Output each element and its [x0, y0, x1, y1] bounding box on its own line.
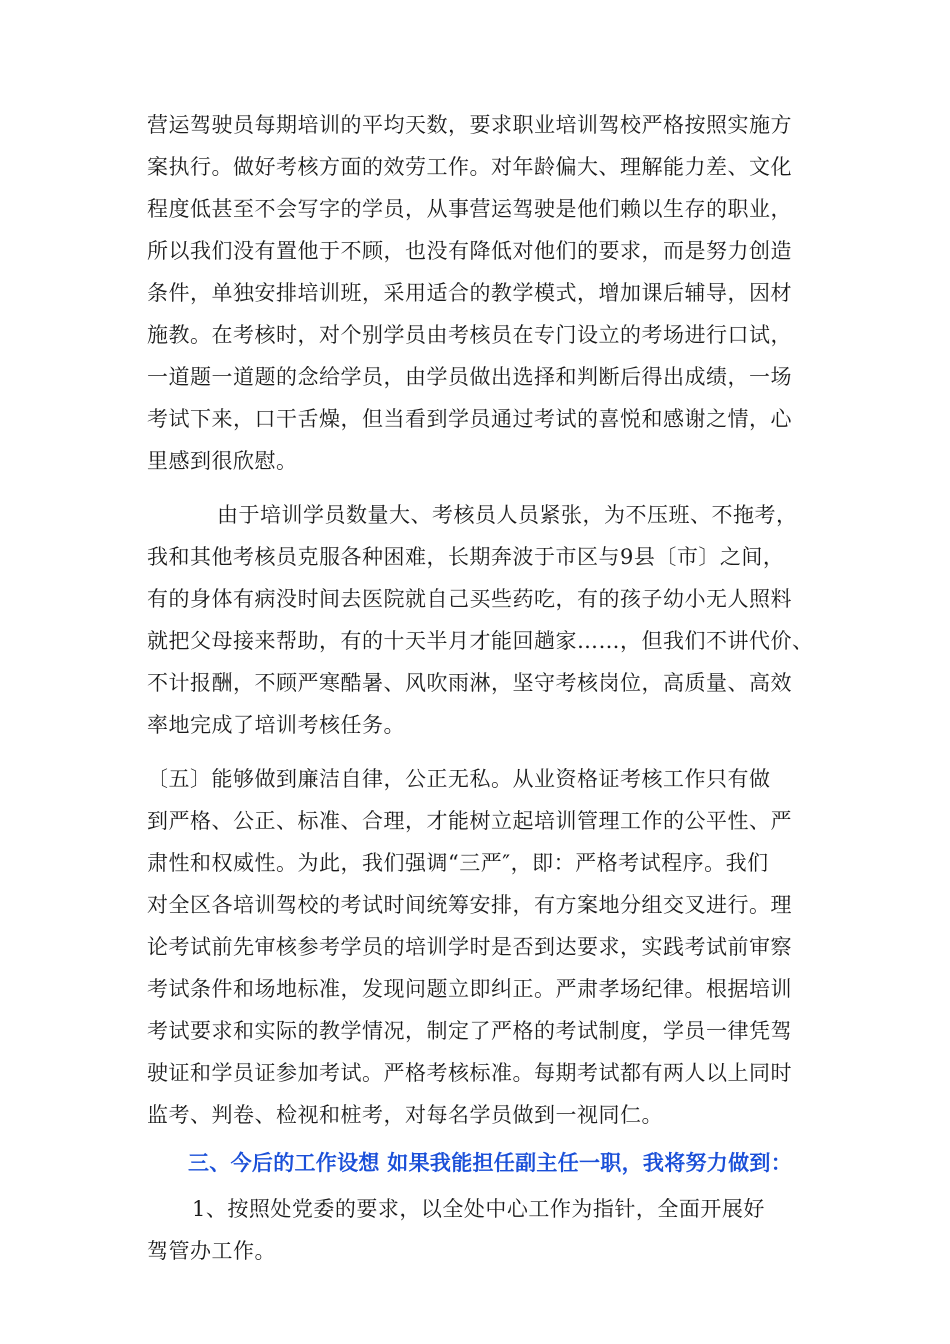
paragraph3-line-7: 考试要求和实际的教学情况，制定了严格的考试制度，学员一律凭驾: [147, 1019, 792, 1043]
paragraph2-line-2: 我和其他考核员克服各种困难，长期奔波于市区与9县〔市〕之间，: [147, 545, 785, 569]
paragraph3-line-1: 〔五〕能够做到廉洁自律，公正无私。从业资格证考核工作只有做: [147, 767, 771, 791]
paragraph3-line-2: 到严格、公正、标准、合理，才能树立起培训管理工作的公平性、严: [147, 809, 792, 833]
paragraph2-line-3: 有的身体有病没时间去医院就自己买些药吃，有的孩子幼小无人照料: [147, 587, 792, 611]
paragraph3-line-4: 对全区各培训驾校的考试时间统筹安排，有方案地分组交叉进行。理: [147, 893, 792, 917]
paragraph1-line-9: 里感到很欣慰。: [147, 449, 298, 473]
paragraph1-line-7: 一道题一道题的念给学员，由学员做出选择和判断后得出成绩，一场: [147, 365, 792, 389]
paragraph1-line-8: 考试下来，口干舌燥，但当看到学员通过考试的喜悦和感谢之情，心: [147, 407, 792, 431]
paragraph1-line-1: 营运驾驶员每期培训的平均天数，要求职业培训驾校严格按照实施方: [147, 113, 792, 137]
paragraph1-line-3: 程度低甚至不会写字的学员，从事营运驾驶是他们赖以生存的职业，: [147, 197, 792, 221]
paragraph4-line-2: 驾管办工作。: [147, 1239, 276, 1263]
paragraph2-line-1: 由于培训学员数量大、考核员人员紧张，为不压班、不拖考，: [217, 503, 798, 527]
paragraph3-line-8: 驶证和学员证参加考试。严格考核标准。每期考试都有两人以上同时: [147, 1061, 792, 1085]
paragraph3-line-3: 肃性和权威性。为此，我们强调“三严″，即：严格考试程序。我们: [147, 851, 769, 875]
section-heading: 三、今后的工作设想 如果我能担任副主任一职，我将努力做到：: [188, 1151, 793, 1175]
paragraph4-line-1: 1、按照处党委的要求，以全处中心工作为指针，全面开展好: [192, 1197, 765, 1221]
paragraph3-line-6: 考试条件和场地标准，发现问题立即纠正。严肃孝场纪律。根据培训: [147, 977, 792, 1001]
paragraph1-line-4: 所以我们没有置他于不顾，也没有降低对他们的要求，而是努力创造: [147, 239, 792, 263]
paragraph1-line-6: 施教。在考核时，对个别学员由考核员在专门设立的考场进行口试，: [147, 323, 792, 347]
paragraph1-line-5: 条件，单独安排培训班，采用适合的教学模式，增加课后辅导，因材: [147, 281, 792, 305]
paragraph2-line-5: 不计报酬，不顾严寒酷暑、风吹雨淋，坚守考核岗位，高质量、高效: [147, 671, 792, 695]
paragraph3-line-9: 监考、判卷、检视和桩考，对每名学员做到一视同仁。: [147, 1103, 663, 1127]
paragraph3-line-5: 论考试前先审核参考学员的培训学时是否到达要求，实践考试前审察: [147, 935, 792, 959]
paragraph2-line-6: 率地完成了培训考核任务。: [147, 713, 405, 737]
paragraph1-line-2: 案执行。做好考核方面的效劳工作。对年龄偏大、理解能力差、文化: [147, 155, 792, 179]
paragraph2-line-4: 就把父母接来帮助，有的十天半月才能回趟家……，但我们不讲代价、: [147, 629, 814, 653]
